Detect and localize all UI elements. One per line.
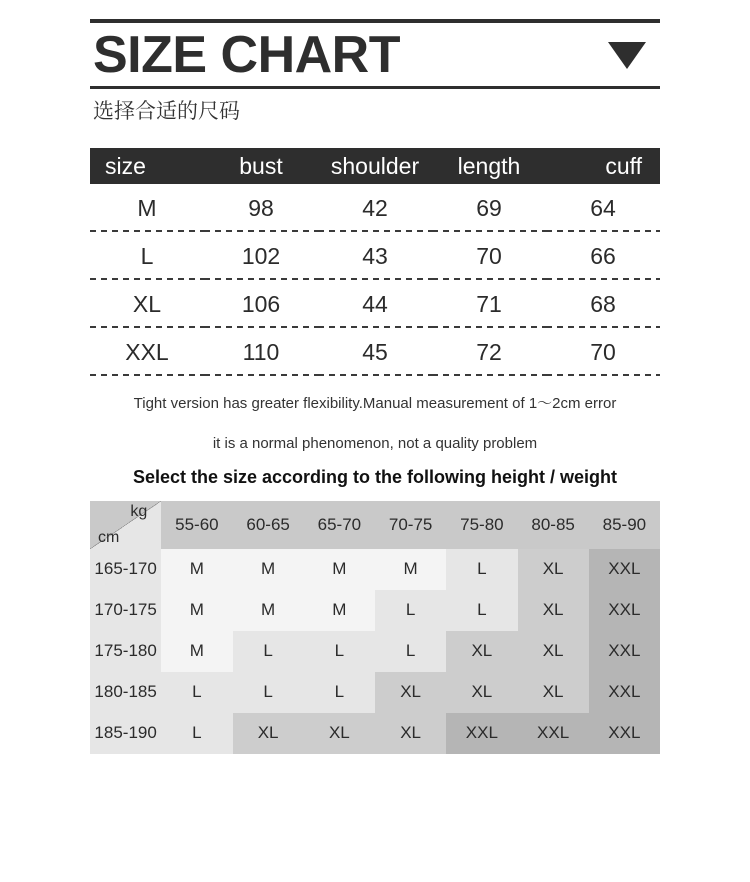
disclaimer-line-1: Tight version has greater flexibility.Manual measurement of 1～2cm error xyxy=(133,395,617,413)
matrix-row xyxy=(90,549,660,590)
table-row xyxy=(90,328,660,376)
matrix-cell: M xyxy=(161,549,232,590)
matrix-header-row xyxy=(90,501,660,549)
matrix-cell: L xyxy=(233,672,304,713)
matrix-cell: L xyxy=(161,713,232,754)
matrix-cell: XL xyxy=(304,713,375,754)
cell-cuff: 64 xyxy=(546,184,660,232)
measurement-table-head xyxy=(90,148,660,184)
matrix-cell: XXL xyxy=(589,713,660,754)
matrix-cell: M xyxy=(233,590,304,631)
page-subtitle: 选择合适的尺码 xyxy=(93,100,240,123)
matrix-cell: XXL xyxy=(589,672,660,713)
weight-column-header: 65-70 xyxy=(304,501,375,549)
matrix-cell: XL xyxy=(518,672,589,713)
page-title: SIZE CHART xyxy=(93,25,400,84)
height-row-header: 175-180 xyxy=(90,631,161,672)
cell-size: L xyxy=(90,232,204,280)
matrix-cell: XL xyxy=(446,672,517,713)
table-row xyxy=(90,280,660,328)
cell-size: XL xyxy=(90,280,204,328)
column-header-length: length xyxy=(432,148,546,184)
cell-bust: 102 xyxy=(204,232,318,280)
matrix-cell: M xyxy=(304,590,375,631)
matrix-cell: M xyxy=(161,590,232,631)
matrix-cell: XL xyxy=(375,672,446,713)
cell-size: XXL xyxy=(90,328,204,376)
height-unit-label: cm xyxy=(98,528,120,546)
cell-bust: 106 xyxy=(204,280,318,328)
table-header-row xyxy=(90,148,660,184)
cell-shoulder: 44 xyxy=(318,280,432,328)
cell-cuff: 70 xyxy=(546,328,660,376)
matrix-cell: L xyxy=(304,672,375,713)
content-wrapper xyxy=(90,0,660,754)
column-header-shoulder: shoulder xyxy=(318,148,432,184)
matrix-cell: L xyxy=(161,672,232,713)
matrix-cell: XL xyxy=(518,590,589,631)
matrix-cell: XXL xyxy=(518,713,589,754)
matrix-cell: M xyxy=(375,549,446,590)
matrix-cell: L xyxy=(233,631,304,672)
matrix-cell: XL xyxy=(233,713,304,754)
matrix-body xyxy=(90,549,660,754)
weight-column-header: 60-65 xyxy=(233,501,304,549)
chevron-down-icon[interactable] xyxy=(608,42,646,69)
weight-column-header: 75-80 xyxy=(446,501,517,549)
matrix-cell: L xyxy=(446,590,517,631)
matrix-cell: M xyxy=(233,549,304,590)
height-row-header: 165-170 xyxy=(90,549,161,590)
weight-unit-label: kg xyxy=(130,502,148,520)
measurement-table-body xyxy=(90,184,660,376)
weight-column-header: 55-60 xyxy=(161,501,232,549)
column-header-size: size xyxy=(90,148,204,184)
measurement-table xyxy=(90,148,660,376)
matrix-row xyxy=(90,590,660,631)
cell-length: 71 xyxy=(432,280,546,328)
height-weight-matrix xyxy=(90,501,660,754)
cell-cuff: 68 xyxy=(546,280,660,328)
cell-shoulder: 45 xyxy=(318,328,432,376)
matrix-row xyxy=(90,672,660,713)
cell-shoulder: 42 xyxy=(318,184,432,232)
matrix-row xyxy=(90,713,660,754)
matrix-cell: XL xyxy=(446,631,517,672)
matrix-cell: M xyxy=(304,549,375,590)
matrix-cell: XL xyxy=(518,549,589,590)
cell-length: 70 xyxy=(432,232,546,280)
matrix-cell: L xyxy=(446,549,517,590)
cell-cuff: 66 xyxy=(546,232,660,280)
matrix-cell: XL xyxy=(518,631,589,672)
matrix-cell: L xyxy=(375,590,446,631)
table-row xyxy=(90,184,660,232)
matrix-cell: XXL xyxy=(446,713,517,754)
cell-bust: 110 xyxy=(204,328,318,376)
matrix-cell: XXL xyxy=(589,549,660,590)
column-header-bust: bust xyxy=(204,148,318,184)
matrix-cell: XXL xyxy=(589,631,660,672)
size-guide-heading: Select the size according to the following height / weight xyxy=(132,466,618,487)
height-row-header: 185-190 xyxy=(90,713,161,754)
cell-bust: 98 xyxy=(204,184,318,232)
matrix-row xyxy=(90,631,660,672)
weight-column-header: 85-90 xyxy=(589,501,660,549)
matrix-head xyxy=(90,501,660,549)
matrix-corner-cell xyxy=(90,501,161,549)
cell-length: 69 xyxy=(432,184,546,232)
matrix-cell: M xyxy=(161,631,232,672)
matrix-cell: XL xyxy=(375,713,446,754)
matrix-cell: XXL xyxy=(589,590,660,631)
column-header-cuff: cuff xyxy=(546,148,660,184)
height-row-header: 170-175 xyxy=(90,590,161,631)
title-row xyxy=(90,23,660,86)
matrix-cell: L xyxy=(375,631,446,672)
table-row xyxy=(90,232,660,280)
height-row-header: 180-185 xyxy=(90,672,161,713)
disclaimer-line-2: it is a normal phenomenon, not a quality problem xyxy=(212,434,538,452)
matrix-cell: L xyxy=(304,631,375,672)
cell-shoulder: 43 xyxy=(318,232,432,280)
cell-length: 72 xyxy=(432,328,546,376)
weight-column-header: 70-75 xyxy=(375,501,446,549)
cell-size: M xyxy=(90,184,204,232)
weight-column-header: 80-85 xyxy=(518,501,589,549)
